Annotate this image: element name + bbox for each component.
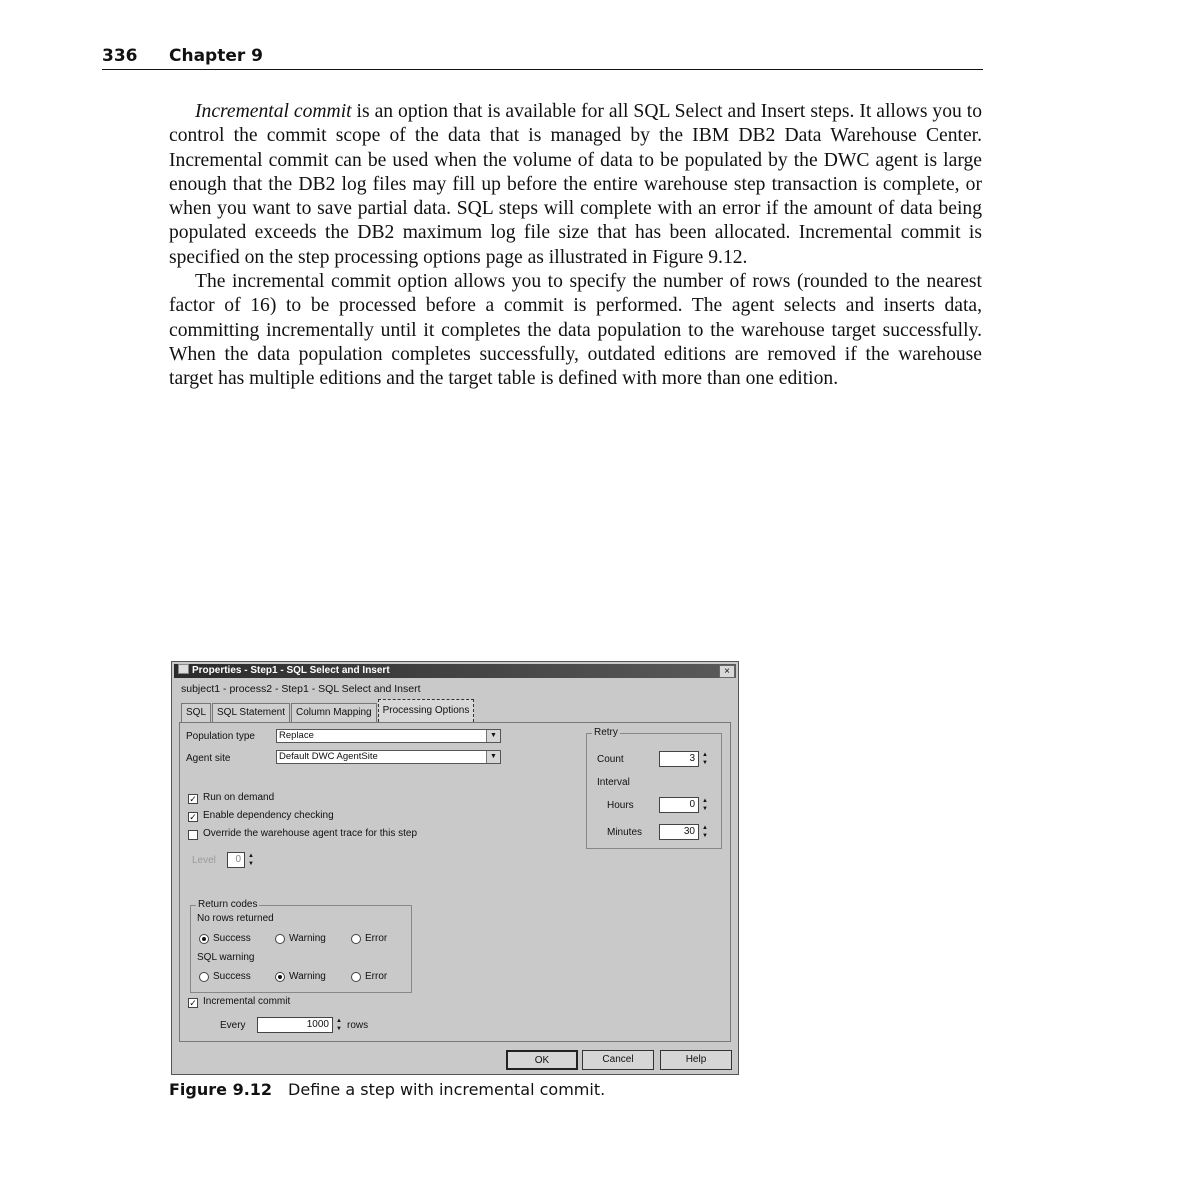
figure-caption-text: Define a step with incremental commit. xyxy=(288,1080,606,1099)
window-icon xyxy=(178,664,189,674)
no-rows-error-radio[interactable] xyxy=(351,934,361,944)
no-rows-success-label: Success xyxy=(213,933,251,944)
chevron-down-icon[interactable]: ▼ xyxy=(486,751,500,763)
return-codes-label: Return codes xyxy=(198,899,258,910)
no-rows-warning-label: Warning xyxy=(289,933,326,944)
sql-warning-success-label: Success xyxy=(213,971,251,982)
sql-warning-error-radio[interactable] xyxy=(351,972,361,982)
hours-input[interactable]: 0 xyxy=(659,797,699,813)
no-rows-warning-radio[interactable] xyxy=(275,934,285,944)
hours-spinner[interactable]: ▲ ▼ xyxy=(702,798,708,812)
ok-button[interactable]: OK xyxy=(506,1050,578,1070)
tab-sql-statement[interactable]: SQL Statement xyxy=(212,703,290,722)
no-rows-error-label: Error xyxy=(365,933,388,944)
level-spinner[interactable]: ▲ ▼ xyxy=(248,853,254,867)
no-rows-success-radio[interactable] xyxy=(199,934,209,944)
sql-warning-label: SQL warning xyxy=(197,952,255,963)
page-number: 336 xyxy=(102,46,138,66)
agent-site-value: Default DWC AgentSite xyxy=(279,751,378,762)
interval-label: Interval xyxy=(597,777,630,788)
paragraph-1-text: is an option that is available for all SQL Select and Insert steps. It allows you to control the commit scope of the data that is managed by the IBM DB2 Data Warehouse Center. Incremental commit can be used when the volume of data to be populated by the DWC agent is large enough that the DB2 log files may fill up before the entire warehouse step transaction is complete, or when you want to save partial data. SQL steps will complete with an error if the amount of data being populated exceeds the DB2 maximum log file size that has been allocated. Incremental commit is specified on the step processing options page as illustrated in Figure 9.12. xyxy=(169,101,982,268)
dependency-checking-label: Enable dependency checking xyxy=(203,810,334,821)
run-on-demand-checkbox[interactable]: ✓ xyxy=(189,794,197,804)
figure-caption xyxy=(169,1080,605,1099)
chevron-down-icon[interactable]: ▼ xyxy=(486,730,500,742)
retry-group xyxy=(586,727,722,849)
override-trace-label: Override the warehouse agent trace for this step xyxy=(203,828,418,839)
count-spinner[interactable]: ▲ ▼ xyxy=(702,752,708,766)
tab-column-mapping[interactable]: Column Mapping xyxy=(291,703,377,722)
paragraph-1 xyxy=(169,100,982,270)
count-input[interactable]: 3 xyxy=(659,751,699,767)
tab-processing-options[interactable]: Processing Options xyxy=(378,699,475,722)
paragraph-2: The incremental commit option allows you to specify the number of rows (rounded to the nearest factor of 16) to be processed before a commit is performed. The agent selects and inserts data, committing incrementally until it completes the data population to the warehouse target successfully. When the data population completes successfully, outdated editions are removed if the warehouse target has multiple editions and the target table is defined with more than one edition. xyxy=(169,271,982,390)
count-label: Count xyxy=(597,754,624,765)
every-label: Every xyxy=(220,1020,246,1031)
minutes-spinner[interactable]: ▲ ▼ xyxy=(702,825,708,839)
sql-warning-success-radio[interactable] xyxy=(199,972,209,982)
every-input[interactable]: 1000 xyxy=(257,1017,333,1033)
run-on-demand-label: Run on demand xyxy=(203,792,275,803)
dialog-subtitle: subject1 - process2 - Step1 - SQL Select and Insert xyxy=(181,683,421,695)
population-type-label: Population type xyxy=(186,731,255,742)
agent-site-select[interactable] xyxy=(276,750,501,764)
chapter-title: Chapter 9 xyxy=(169,46,264,66)
processing-options-panel xyxy=(179,722,731,1042)
no-rows-returned-label: No rows returned xyxy=(197,913,274,924)
override-trace-checkbox[interactable] xyxy=(188,830,198,840)
level-input[interactable]: 0 xyxy=(227,852,245,868)
incremental-commit-label: Incremental commit xyxy=(203,996,291,1007)
term-incremental-commit: Incremental commit xyxy=(195,101,352,122)
minutes-input[interactable]: 30 xyxy=(659,824,699,840)
level-label: Level xyxy=(192,855,216,866)
properties-dialog xyxy=(171,661,739,1075)
cancel-button[interactable]: Cancel xyxy=(582,1050,654,1070)
body-text xyxy=(169,100,982,392)
incremental-commit-checkbox[interactable]: ✓ xyxy=(189,998,197,1008)
every-spinner[interactable]: ▲ ▼ xyxy=(336,1018,342,1032)
dependency-checking-checkbox[interactable]: ✓ xyxy=(189,812,197,822)
running-head xyxy=(102,44,983,70)
agent-site-label: Agent site xyxy=(186,753,231,764)
dialog-title: Properties - Step1 - SQL Select and Insert xyxy=(192,665,390,676)
rows-label: rows xyxy=(347,1020,369,1031)
retry-label: Retry xyxy=(594,727,618,738)
minutes-label: Minutes xyxy=(607,827,643,838)
population-type-select[interactable] xyxy=(276,729,501,743)
sql-warning-error-label: Error xyxy=(365,971,388,982)
sql-warning-warning-radio[interactable] xyxy=(275,972,285,982)
dialog-titlebar[interactable] xyxy=(174,664,736,678)
tab-bar xyxy=(181,700,475,722)
figure-number: Figure 9.12 xyxy=(169,1080,273,1099)
help-button[interactable]: Help xyxy=(660,1050,732,1070)
hours-label: Hours xyxy=(607,800,634,811)
population-type-value: Replace xyxy=(279,730,314,741)
tab-sql[interactable]: SQL xyxy=(181,703,211,722)
sql-warning-warning-label: Warning xyxy=(289,971,326,982)
close-button[interactable]: × xyxy=(719,665,735,678)
return-codes-group xyxy=(190,899,412,993)
